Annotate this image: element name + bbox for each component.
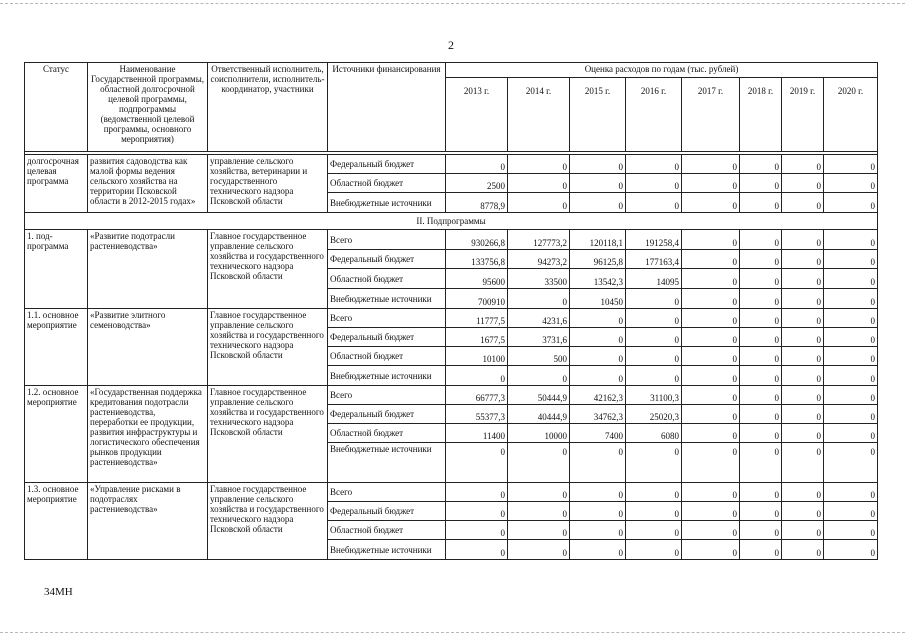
value-cell: 66777,3 — [446, 386, 508, 405]
source-cell: Всего — [328, 386, 446, 405]
value-cell: 94273,2 — [508, 250, 570, 269]
source-cell: Федеральный бюджет — [328, 405, 446, 424]
value-cell: 96125,8 — [570, 250, 626, 269]
value-cell: 0 — [626, 483, 682, 502]
value-cell: 0 — [824, 521, 878, 540]
program-name-cell: «Управление рисками в подотраслях растениеводства» — [88, 483, 208, 560]
value-cell: 0 — [740, 405, 782, 424]
value-cell: 0 — [782, 424, 824, 443]
executor-cell: Главное государственное управление сельского хозяйства и государственного технического надзора Псковской области — [208, 230, 328, 309]
value-cell: 191258,4 — [626, 230, 682, 250]
year-header: 2017 г. — [682, 78, 740, 152]
value-cell: 0 — [782, 366, 824, 386]
value-cell: 0 — [782, 174, 824, 193]
scan-edge-bottom — [0, 632, 905, 633]
value-cell: 0 — [570, 502, 626, 521]
value-cell: 0 — [782, 250, 824, 269]
source-cell: Внебюджетные источники — [328, 289, 446, 309]
value-cell: 0 — [682, 540, 740, 560]
value-cell: 0 — [740, 155, 782, 174]
value-cell: 8778,9 — [446, 193, 508, 213]
value-cell: 0 — [740, 424, 782, 443]
value-cell: 0 — [824, 347, 878, 366]
executor-cell: Главное государственное управление сельского хозяйства и государственного технического надзора Псковской области — [208, 386, 328, 483]
value-cell: 0 — [740, 540, 782, 560]
value-cell: 0 — [626, 193, 682, 213]
value-cell: 0 — [824, 193, 878, 213]
year-header: 2013 г. — [446, 78, 508, 152]
value-cell: 10000 — [508, 424, 570, 443]
value-cell: 0 — [740, 309, 782, 328]
value-cell: 0 — [782, 269, 824, 289]
value-cell: 4231,6 — [508, 309, 570, 328]
value-cell: 0 — [570, 443, 626, 483]
value-cell: 0 — [682, 230, 740, 250]
year-header: 2016 г. — [626, 78, 682, 152]
value-cell: 0 — [626, 347, 682, 366]
value-cell: 0 — [782, 289, 824, 309]
value-cell: 0 — [740, 289, 782, 309]
value-cell: 0 — [782, 502, 824, 521]
value-cell: 0 — [446, 366, 508, 386]
value-cell: 0 — [782, 405, 824, 424]
value-cell: 0 — [570, 366, 626, 386]
source-cell: Внебюджетные источники — [328, 540, 446, 560]
value-cell: 0 — [446, 155, 508, 174]
table-row — [25, 309, 878, 328]
value-cell: 0 — [682, 405, 740, 424]
footer-code: 34МН — [44, 586, 73, 598]
value-cell: 0 — [740, 193, 782, 213]
value-cell: 0 — [824, 250, 878, 269]
value-cell: 0 — [824, 386, 878, 405]
value-cell: 0 — [682, 386, 740, 405]
value-cell: 0 — [570, 155, 626, 174]
year-header: 2020 г. — [824, 78, 878, 152]
value-cell: 0 — [626, 502, 682, 521]
program-name-cell: развития садоводства как малой формы ведения сельского хозяйства на территории Псковской области в 2012-2015 годах» — [88, 155, 208, 213]
value-cell: 0 — [682, 502, 740, 521]
value-cell: 95600 — [446, 269, 508, 289]
value-cell: 0 — [782, 386, 824, 405]
value-cell: 0 — [570, 193, 626, 213]
status-cell: 1.2. основное мероприятие — [25, 386, 88, 483]
value-cell: 0 — [508, 443, 570, 483]
value-cell: 0 — [824, 309, 878, 328]
value-cell: 0 — [824, 155, 878, 174]
executor-cell: Главное государственное управление сельского хозяйства и государственного технического надзора Псковской области — [208, 483, 328, 560]
value-cell: 0 — [682, 250, 740, 269]
table-row — [25, 230, 878, 250]
value-cell: 0 — [740, 483, 782, 502]
value-cell: 31100,3 — [626, 386, 682, 405]
section-title: II. Подпрограммы — [25, 213, 878, 230]
value-cell: 0 — [626, 309, 682, 328]
source-cell: Федеральный бюджет — [328, 250, 446, 269]
value-cell: 0 — [626, 155, 682, 174]
scan-edge-top — [0, 3, 905, 4]
value-cell: 0 — [824, 289, 878, 309]
header-sources: Источники финансирования — [328, 63, 446, 152]
value-cell: 0 — [824, 405, 878, 424]
value-cell: 1677,5 — [446, 328, 508, 347]
value-cell: 25020,3 — [626, 405, 682, 424]
value-cell: 0 — [446, 521, 508, 540]
value-cell: 0 — [782, 347, 824, 366]
value-cell: 0 — [508, 155, 570, 174]
value-cell: 0 — [740, 269, 782, 289]
value-cell: 0 — [682, 443, 740, 483]
value-cell: 0 — [682, 328, 740, 347]
source-cell: Областной бюджет — [328, 174, 446, 193]
value-cell: 55377,3 — [446, 405, 508, 424]
value-cell: 0 — [682, 347, 740, 366]
year-header: 2019 г. — [782, 78, 824, 152]
value-cell: 0 — [682, 289, 740, 309]
source-cell: Внебюджетные источники — [328, 366, 446, 386]
value-cell: 0 — [824, 443, 878, 483]
value-cell: 0 — [570, 521, 626, 540]
source-cell: Внебюджетные источники — [328, 193, 446, 213]
value-cell: 0 — [682, 309, 740, 328]
value-cell: 0 — [824, 540, 878, 560]
value-cell: 0 — [782, 483, 824, 502]
year-header: 2018 г. — [740, 78, 782, 152]
value-cell: 0 — [570, 328, 626, 347]
value-cell: 10450 — [570, 289, 626, 309]
value-cell: 0 — [682, 521, 740, 540]
value-cell: 0 — [740, 250, 782, 269]
value-cell: 0 — [570, 483, 626, 502]
source-cell: Внебюджетные источники — [328, 443, 446, 483]
value-cell: 7400 — [570, 424, 626, 443]
value-cell: 700910 — [446, 289, 508, 309]
source-cell: Областной бюджет — [328, 424, 446, 443]
value-cell: 0 — [446, 502, 508, 521]
source-cell: Федеральный бюджет — [328, 502, 446, 521]
source-cell: Областной бюджет — [328, 347, 446, 366]
table-row — [25, 386, 878, 405]
value-cell: 0 — [740, 230, 782, 250]
value-cell: 50444,9 — [508, 386, 570, 405]
value-cell: 127773,2 — [508, 230, 570, 250]
value-cell: 0 — [782, 193, 824, 213]
status-cell: 1. под-программа — [25, 230, 88, 309]
value-cell: 2500 — [446, 174, 508, 193]
value-cell: 0 — [508, 174, 570, 193]
value-cell: 0 — [446, 540, 508, 560]
value-cell: 11400 — [446, 424, 508, 443]
value-cell: 0 — [508, 540, 570, 560]
value-cell: 930266,8 — [446, 230, 508, 250]
budget-table — [24, 62, 878, 560]
value-cell: 0 — [626, 328, 682, 347]
value-cell: 0 — [508, 366, 570, 386]
value-cell: 0 — [782, 230, 824, 250]
value-cell: 0 — [824, 366, 878, 386]
value-cell: 33500 — [508, 269, 570, 289]
value-cell: 0 — [682, 174, 740, 193]
table-row — [25, 155, 878, 174]
value-cell: 0 — [508, 483, 570, 502]
value-cell: 0 — [682, 483, 740, 502]
value-cell: 0 — [782, 540, 824, 560]
source-cell: Федеральный бюджет — [328, 155, 446, 174]
value-cell: 0 — [824, 483, 878, 502]
header-executor: Ответственный исполнитель, соисполнители, исполнитель-координатор, участники — [208, 63, 328, 152]
year-header: 2014 г. — [508, 78, 570, 152]
value-cell: 0 — [508, 521, 570, 540]
value-cell: 0 — [740, 328, 782, 347]
value-cell: 0 — [782, 309, 824, 328]
value-cell: 0 — [740, 347, 782, 366]
value-cell: 11777,5 — [446, 309, 508, 328]
value-cell: 0 — [740, 386, 782, 405]
value-cell: 0 — [740, 521, 782, 540]
value-cell: 0 — [446, 443, 508, 483]
source-cell: Всего — [328, 230, 446, 250]
value-cell: 0 — [782, 328, 824, 347]
header-status: Статус — [25, 63, 88, 152]
value-cell: 0 — [508, 289, 570, 309]
value-cell: 0 — [626, 366, 682, 386]
value-cell: 0 — [740, 174, 782, 193]
value-cell: 0 — [508, 193, 570, 213]
value-cell: 0 — [570, 540, 626, 560]
value-cell: 0 — [682, 269, 740, 289]
value-cell: 0 — [446, 483, 508, 502]
value-cell: 500 — [508, 347, 570, 366]
value-cell: 0 — [824, 328, 878, 347]
year-header: 2015 г. — [570, 78, 626, 152]
value-cell: 0 — [682, 193, 740, 213]
source-cell: Областной бюджет — [328, 521, 446, 540]
value-cell: 42162,3 — [570, 386, 626, 405]
value-cell: 0 — [824, 269, 878, 289]
page-number: 2 — [448, 38, 454, 52]
source-cell: Всего — [328, 483, 446, 502]
value-cell: 0 — [626, 443, 682, 483]
value-cell: 0 — [570, 347, 626, 366]
value-cell: 0 — [740, 502, 782, 521]
value-cell: 0 — [570, 309, 626, 328]
executor-cell: Главное государственное управление сельского хозяйства и государственного технического надзора Псковской области — [208, 309, 328, 386]
value-cell: 0 — [626, 521, 682, 540]
value-cell: 3731,6 — [508, 328, 570, 347]
value-cell: 34762,3 — [570, 405, 626, 424]
value-cell: 0 — [782, 155, 824, 174]
value-cell: 0 — [626, 289, 682, 309]
value-cell: 0 — [740, 366, 782, 386]
value-cell: 0 — [824, 424, 878, 443]
value-cell: 0 — [682, 155, 740, 174]
header-estimate: Оценка расходов по годам (тыс. рублей) — [446, 63, 878, 78]
program-name-cell: «Развитие элитного семеноводства» — [88, 309, 208, 386]
value-cell: 0 — [782, 521, 824, 540]
source-cell: Областной бюджет — [328, 269, 446, 289]
source-cell: Всего — [328, 309, 446, 328]
value-cell: 120118,1 — [570, 230, 626, 250]
value-cell: 13542,3 — [570, 269, 626, 289]
value-cell: 0 — [824, 502, 878, 521]
status-cell: долгосрочная целевая программа — [25, 155, 88, 213]
value-cell: 0 — [626, 540, 682, 560]
status-cell: 1.3. основное мероприятие — [25, 483, 88, 560]
value-cell: 10100 — [446, 347, 508, 366]
value-cell: 177163,4 — [626, 250, 682, 269]
program-name-cell: «Государственная поддержка кредитования подотрасли растениеводства, переработки ее продукции, развития инфраструктуры и логистического обеспечения рынков продукции растениеводства» — [88, 386, 208, 483]
value-cell: 0 — [626, 174, 682, 193]
table-row — [25, 483, 878, 502]
section-row — [25, 213, 878, 230]
value-cell: 40444,9 — [508, 405, 570, 424]
value-cell: 0 — [682, 366, 740, 386]
value-cell: 0 — [782, 443, 824, 483]
header-name: Наименование Государственной программы, областной долгосрочной целевой программы, подпрограммы (ведомственной целевой программы, основного мероприятия) — [88, 63, 208, 152]
program-name-cell: «Развитие подотрасли растениеводства» — [88, 230, 208, 309]
value-cell: 0 — [824, 174, 878, 193]
status-cell: 1.1. основное мероприятие — [25, 309, 88, 386]
value-cell: 0 — [508, 502, 570, 521]
executor-cell: управление сельского хозяйства, ветеринарии и государственного технического надзора Псковской области — [208, 155, 328, 213]
value-cell: 0 — [682, 424, 740, 443]
value-cell: 133756,8 — [446, 250, 508, 269]
value-cell: 6080 — [626, 424, 682, 443]
value-cell: 0 — [824, 230, 878, 250]
value-cell: 0 — [740, 443, 782, 483]
source-cell: Федеральный бюджет — [328, 328, 446, 347]
value-cell: 0 — [570, 174, 626, 193]
value-cell: 14095 — [626, 269, 682, 289]
